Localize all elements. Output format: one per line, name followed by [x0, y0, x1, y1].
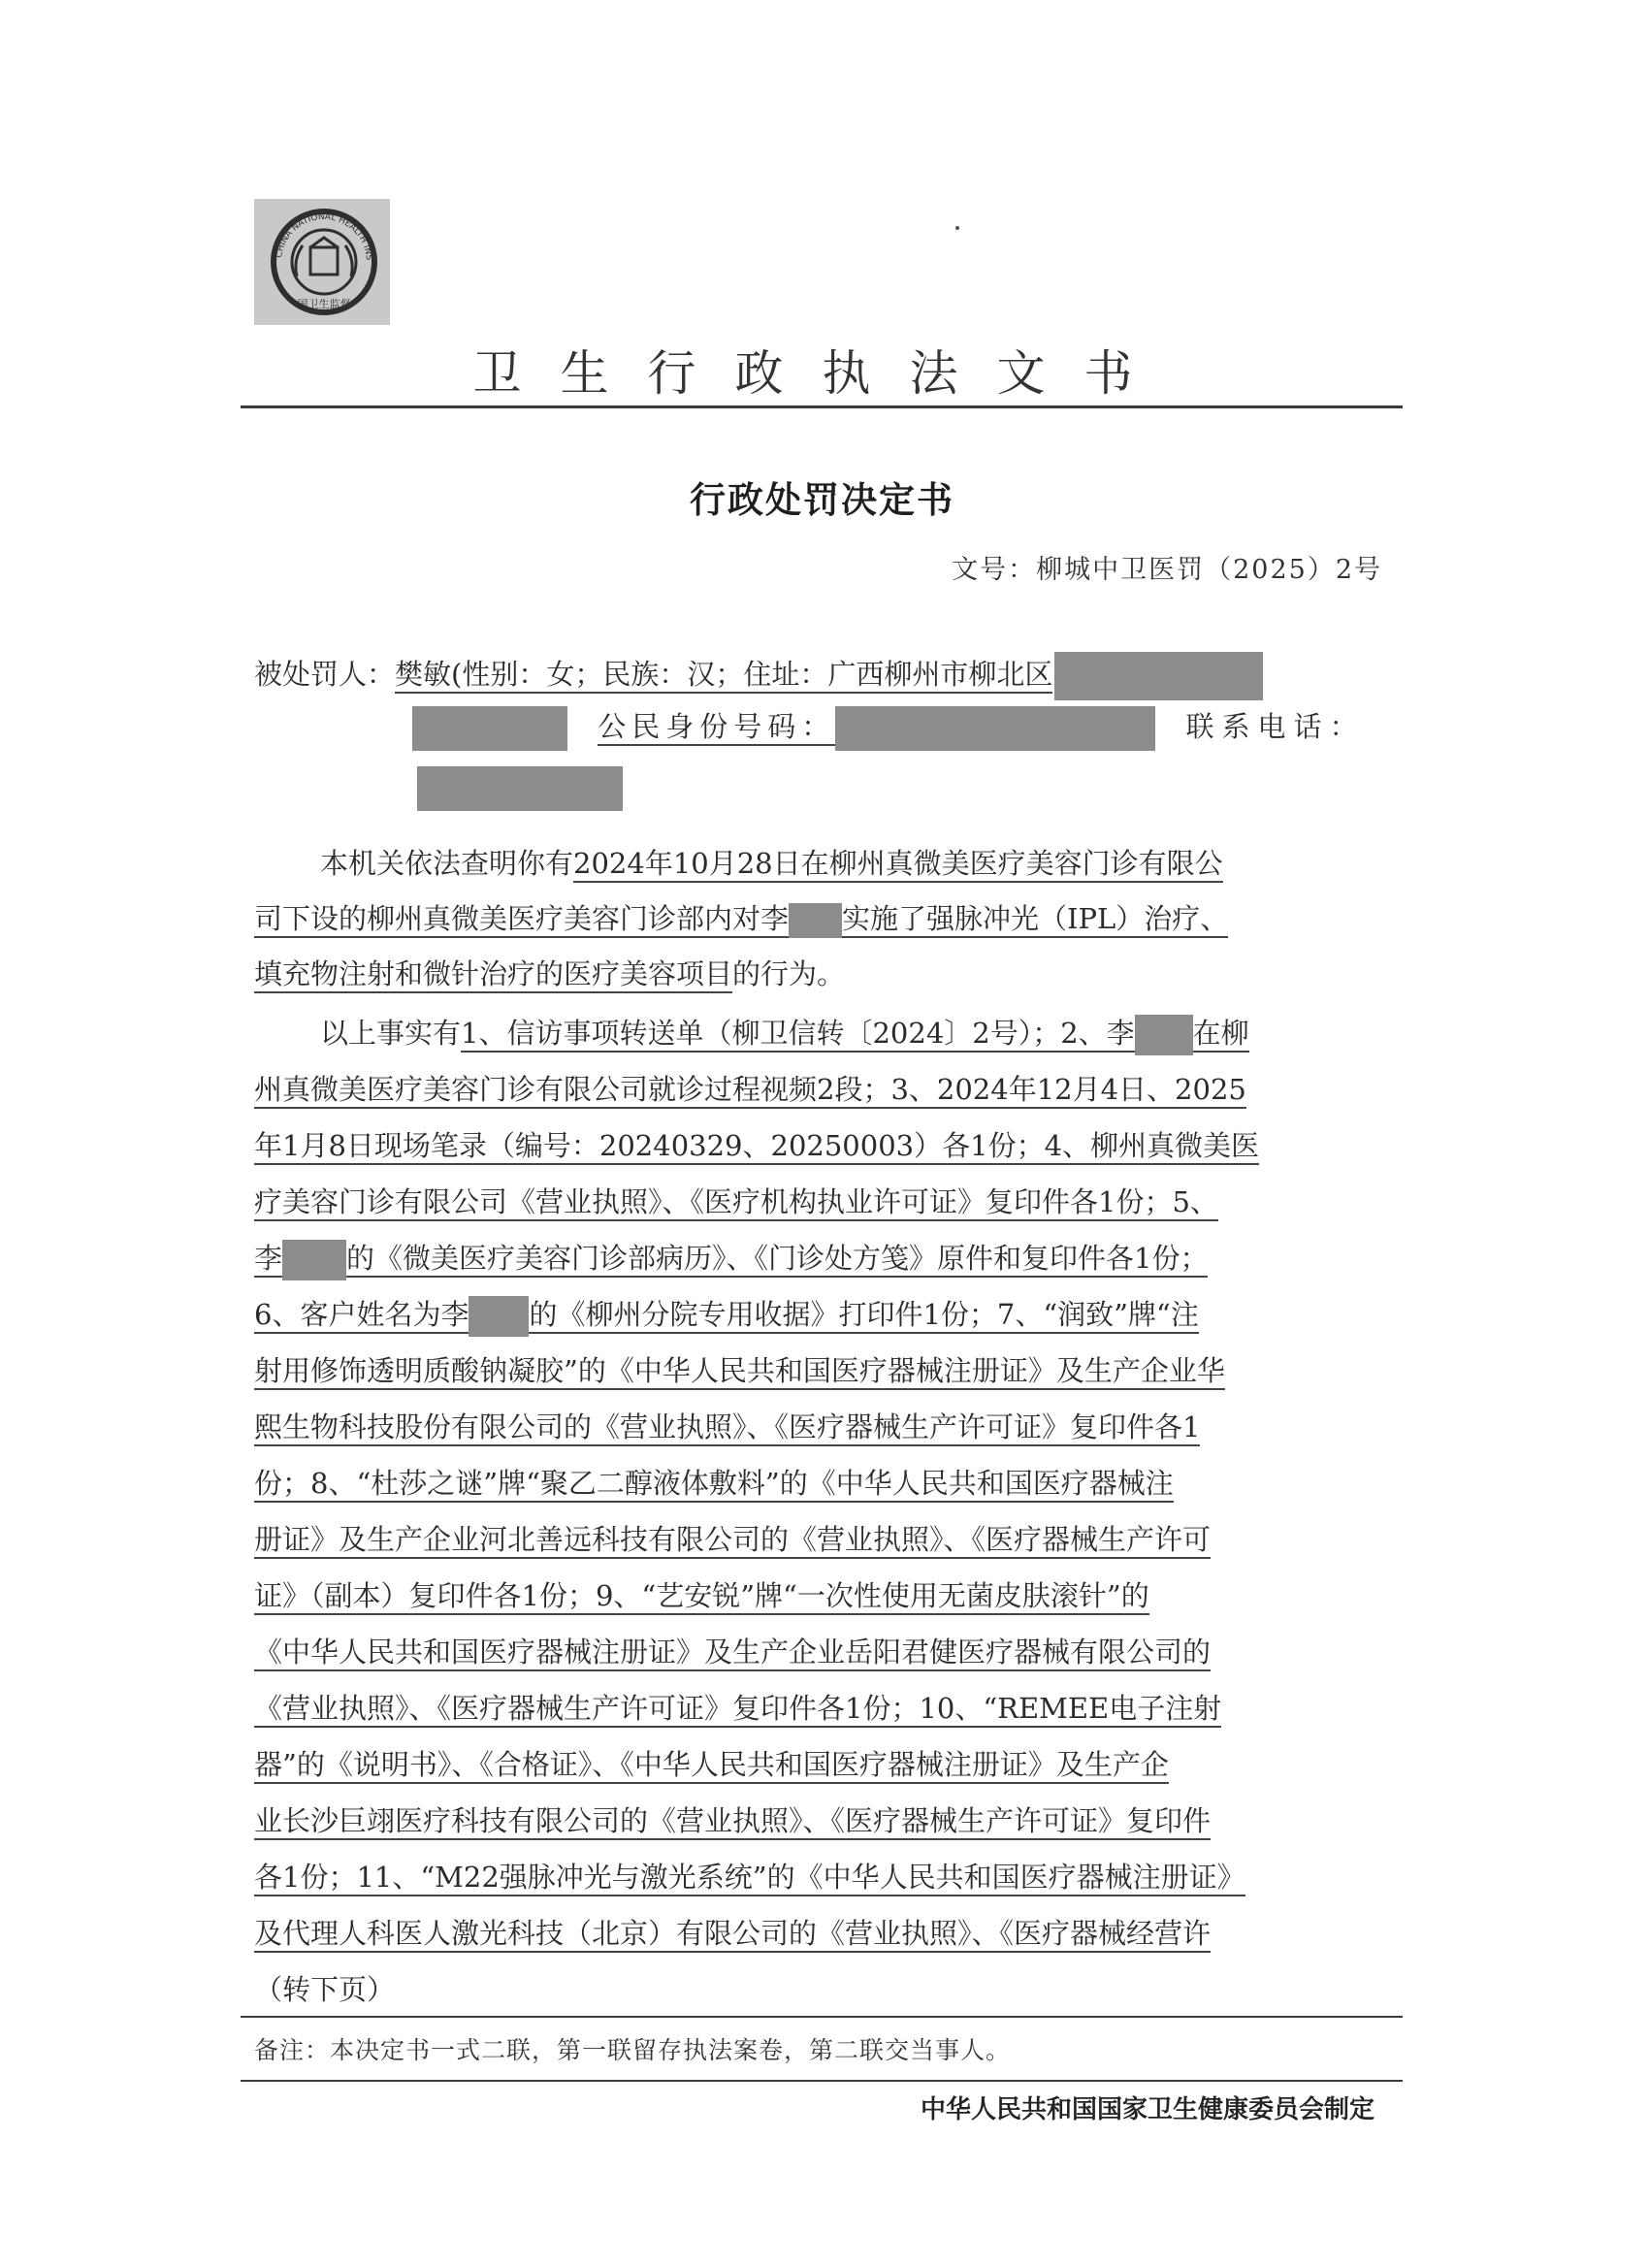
- evidence-text: 及代理人科医人激光科技（北京）有限公司的《营业执照》、《医疗器械经营许: [254, 1917, 1211, 1953]
- evidence-text: 份；8、“杜莎之谜”牌“聚乙二醇液体敷料”的《中华人民共和国医疗器械注: [254, 1467, 1174, 1503]
- redacted-name: [282, 1240, 346, 1280]
- evidence-line-15: [254, 1801, 1387, 1840]
- finding-lead: 本机关依法查明你有: [320, 847, 574, 880]
- redacted-name: [789, 903, 842, 938]
- finding-line-2: [254, 899, 1387, 938]
- evidence-text: 证》（副本）复印件各1份；9、“艺安锐”牌“一次性使用无菌皮肤滚针”的: [254, 1579, 1149, 1615]
- finding-line-3: [254, 955, 1387, 993]
- finding-tail: 的行为。: [732, 957, 846, 990]
- party-line-3: [417, 766, 1550, 811]
- evidence-line-16: [254, 1858, 1387, 1896]
- redacted-id-number: [835, 706, 1155, 751]
- evidence-text: 李: [254, 1242, 282, 1278]
- evidence-text: 疗美容门诊有限公司《营业执照》、《医疗机构执业许可证》复印件各1份；5、: [254, 1185, 1218, 1221]
- redacted-name: [469, 1296, 529, 1337]
- evidence-lead: 以上事实有: [320, 1017, 462, 1050]
- svg-text:CHINA NATIONAL HEALTH INSPECTI: CHINA NATIONAL HEALTH INS: [275, 211, 374, 261]
- header-divider: [241, 405, 1403, 408]
- continued-text: （转下页）: [254, 1973, 396, 2006]
- id-label: 公民身份号码：: [598, 710, 835, 746]
- scan-speck: [955, 226, 959, 230]
- evidence-line-3: [254, 1126, 1387, 1165]
- evidence-line-11: [254, 1576, 1387, 1615]
- evidence-text: 器”的《说明书》、《合格证》、《中华人民共和国医疗器械注册证》及生产企: [254, 1748, 1169, 1784]
- svg-text:国卫生监督: 国卫生监督: [297, 298, 351, 310]
- evidence-text: 的《微美医疗美容门诊部病历》、《门诊处方笺》原件和复印件各1份；: [346, 1242, 1208, 1278]
- evidence-text: 1、信访事项转送单（柳卫信转〔2024〕2号）；2、李: [461, 1017, 1135, 1053]
- evidence-line-7: [254, 1351, 1387, 1390]
- evidence-text: 熙生物科技股份有限公司的《营业执照》、《医疗器械生产许可证》复印件各1: [254, 1410, 1200, 1446]
- evidence-line-14: [254, 1745, 1387, 1784]
- evidence-text: 6、客户姓名为李: [254, 1298, 469, 1334]
- party-label: 被处罚人：: [254, 658, 396, 691]
- document-number: 文号：柳城中卫医罚（2025）2号: [952, 555, 1382, 585]
- evidence-line-17: [254, 1914, 1387, 1953]
- header-title: 卫生行政执法文书: [472, 345, 1172, 402]
- remark-note: 备注：本决定书一式二联，第一联留存执法案卷，第二联交当事人。: [254, 2036, 1012, 2064]
- evidence-line-5: [254, 1239, 1387, 1280]
- finding-text: 实施了强脉冲光（IPL）治疗、: [842, 902, 1228, 938]
- footer-divider-bottom: [241, 2080, 1403, 2082]
- evidence-text: 在柳: [1193, 1017, 1249, 1053]
- evidence-text: 册证》及生产企业河北善远科技有限公司的《营业执照》、《医疗器械生产许可: [254, 1523, 1211, 1559]
- evidence-line-6: [254, 1295, 1387, 1337]
- evidence-text: 《中华人民共和国医疗器械注册证》及生产企业岳阳君健医疗器械有限公司的: [254, 1636, 1211, 1671]
- finding-text: 2024年10月28日在柳州真微美医疗美容门诊有限公: [573, 847, 1223, 883]
- redacted-name: [1135, 1015, 1193, 1055]
- evidence-text: 《营业执照》、《医疗器械生产许可证》复印件各1份；10、“REMEE电子注射: [254, 1692, 1221, 1728]
- party-info: 樊敏(性别：女；民族：汉；住址：广西柳州市柳北区: [395, 658, 1052, 694]
- redacted-address-cont: [412, 706, 567, 751]
- evidence-line-13: [254, 1689, 1387, 1728]
- evidence-text: 各1份；11、“M22强脉冲光与激光系统”的《中华人民共和国医疗器械注册证》: [254, 1861, 1245, 1896]
- evidence-line-1: [320, 1014, 1387, 1055]
- finding-text: 填充物注射和微针治疗的医疗美容项目: [254, 957, 732, 993]
- redacted-address: [1054, 652, 1263, 700]
- finding-line-1: [320, 844, 1387, 883]
- finding-text: 司下设的柳州真微美医疗美容门诊部内对李: [254, 902, 789, 938]
- party-line-1: [254, 652, 1387, 700]
- continued-note: [254, 1970, 1387, 2009]
- evidence-line-8: [254, 1408, 1387, 1446]
- party-line-2: [412, 706, 1387, 751]
- document-title: 行政处罚决定书: [690, 479, 954, 521]
- phone-label: 联系电话：: [1185, 710, 1366, 743]
- evidence-line-12: [254, 1633, 1387, 1671]
- evidence-text: 射用修饰透明质酸钠凝胶”的《中华人民共和国医疗器械注册证》及生产企业华: [254, 1354, 1225, 1390]
- evidence-line-2: [254, 1070, 1387, 1109]
- evidence-line-9: [254, 1464, 1387, 1503]
- health-emblem-logo: [254, 199, 390, 325]
- footer-divider-top: [241, 2016, 1403, 2018]
- evidence-text: 的《柳州分院专用收据》打印件1份；7、“润致”牌“注: [529, 1298, 1198, 1334]
- evidence-line-10: [254, 1520, 1387, 1559]
- evidence-text: 州真微美医疗美容门诊有限公司就诊过程视频2段；3、2024年12月4日、2025: [254, 1073, 1246, 1109]
- evidence-text: 年1月8日现场笔录（编号：20240329、20250003）各1份；4、柳州真微美医: [254, 1129, 1259, 1165]
- evidence-line-4: [254, 1183, 1387, 1221]
- issuer-name: 中华人民共和国国家卫生健康委员会制定: [920, 2095, 1374, 2124]
- redacted-phone: [417, 766, 623, 811]
- evidence-text: 业长沙巨翊医疗科技有限公司的《营业执照》、《医疗器械生产许可证》复印件: [254, 1804, 1211, 1840]
